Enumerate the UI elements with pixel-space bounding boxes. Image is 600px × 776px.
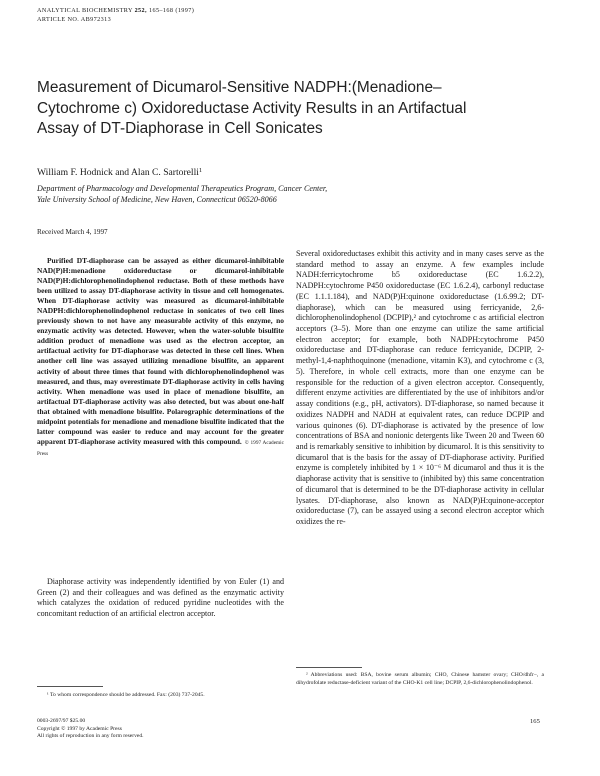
footnote-rule-right: [296, 667, 362, 668]
affiliation: [37, 183, 557, 205]
imprint-rights: All rights of reproduction in any form reserved.: [37, 733, 144, 740]
journal-pages-year: 165–168 (1997): [148, 7, 195, 14]
abstract: [37, 256, 284, 459]
journal-citation: [37, 6, 194, 15]
abstract-text: Purified DT-diaphorase can be assayed as either dicumarol-inhibitable NAD(P)H:menadione oxidoreductase or dicumarol-inhibitable NAD(P)H:dichlorophenolindophenol reductase. Both of these methods have been utilized to assay DT-diaphorase activity in tissue and cell homogenates. When DT-diaphorase activity was measured as dicumarol-inhibitable NADPH:dichlorophenolindophenol reductase in sonicates of two cell lines previously shown to not have any measurable activity of this enzyme, no enzymatic activity was detected. However, when the water-soluble bisulfite addition product of menadione was used as the electron acceptor, an artifactual activity for DT-diaphorase was detected in these cell lines. When another cell line was assayed utilizing menadione bisulfite, an apparent activity of about three times that found with dichlorophenolindophenol was measured, and thus, may overestimate DT-diaphorase activity in cells having activity. When menadione was used in place of menadione bisulfite, an artifactual DT-diaphorase activity was also detected, but was about one-half that obtained with menadione bisulfite. Polarographic determinations of the midpoint potentials for menadione and menadione bisulfite indicated that the latter compound was easier to reduce and may account for the greater apparent DT-diaphorase activity measured with this compound.: [37, 256, 284, 446]
author-line: [37, 167, 202, 178]
intro-paragraph: Diaphorase activity was independently identified by von Euler (1) and Green (2) and their colleagues and was defined as the enzymatic activity which catalyzes the oxidation of reduced pyridine nucleotides with the concomitant reduction of an artificial electron acceptor.: [37, 577, 284, 619]
footnote-correspondence: ¹ To whom correspondence should be addressed. Fax: (203) 737-2045.: [47, 692, 205, 698]
author-footnote-mark: 1: [198, 167, 203, 174]
imprint-copyright: Copyright © 1997 by Academic Press: [37, 725, 122, 732]
author-names: William F. Hodnick and Alan C. Sartorelli: [37, 167, 199, 178]
journal-volume: 252,: [134, 7, 147, 14]
footnote-rule-left: [37, 686, 103, 687]
footnote-abbreviations: ² Abbreviations used: BSA, bovine serum albumin; CHO, Chinese hamster ovary; CHO/dhfr−, a dihydrofolate reductase-deficient variant of the CHO-K1 cell line; DCPIP, 2,6-dichlorophenolindophenol.: [296, 672, 544, 687]
imprint: [37, 718, 144, 741]
article-number: ARTICLE NO. AB972313: [37, 16, 112, 23]
body-paragraph-right: Several oxidoreductases exhibit this activity and in many cases serve as the standard method to assay an enzyme. A few examples include NADH:ferricytochrome b5 oxidoreductase (EC 1.6.2.2), NADPH:cytochrome P450 oxidoreductase (EC 1.6.2.4), carbonyl reductase (EC 1.1.1.184), and NAD(P)H:quinone oxidoreductase (1.6.99.2; DT-diaphorase), which can be measured using ferricyanide, 2,6-dichlorophenolindophenol (DCPIP),² and cytochrome c as artificial electron acceptors (3–5). More than one enzyme can utilize the same artificial electron acceptor; for example, both NADPH:cytochrome P450 oxidoreductase and DT-diaphorase can reduce ferricyanide, DCPIP, 2-methyl-1,4-naphthoquinone (menadione, vitamin K3), and cytochrome c (3, 5). Therefore, in whole cell extracts, more than one enzyme can be responsible for the reduction of a given electron acceptor. Consequently, different enzyme activities are differentiated by the use of inhibitors and/or assay conditions (e.g., pH, activators). DT-diaphorase, so named because it oxidizes NADPH and NADH at equivalent rates, can reduce DCPIP and various quinones (6). DT-diaphorase is activated by the presence of low concentrations of BSA and nonionic detergents like Tween 20 and Tween 60 and is remarkably sensitive to inhibition by dicumarol. It is this sensitivity to dicumarol that is the basis for the assay of DT-diaphorase activity. Purified enzyme is completely inhibited by 1 × 10⁻⁶ M dicumarol and thus it is the diaphorase activity that is sensitive to (inhibited by) this same concentration of dicumarol that is determined to be the DT-diaphorase activity in cellular lysates. DT-diaphorase, also known as NAD(P)H:quinone-acceptor oxidoreductase (7), can be assayed using a second electron acceptor which oxidizes the re-: [296, 249, 544, 526]
affiliation-line-1: Department of Pharmacology and Developmental Therapeutics Program, Cancer Center,: [37, 184, 328, 193]
received-date: Received March 4, 1997: [37, 228, 108, 236]
paper-title: Measurement of Dicumarol-Sensitive NADPH:(Menadione–Cytochrome c) Oxidoreductase Activity Results in an Artifactual Assay of DT-Diaphorase in Cell Sonicates: [37, 79, 467, 138]
journal-header: [37, 6, 194, 24]
affiliation-line-2: Yale University School of Medicine, New Haven, Connecticut 06520-8066: [37, 195, 277, 205]
imprint-price: 0003-2697/97 $25.00: [37, 718, 86, 724]
journal-name: ANALYTICAL BIOCHEMISTRY: [37, 7, 133, 14]
abstract-copyright: © 1997 Academic Press: [37, 439, 284, 457]
page-number: 165: [530, 718, 540, 725]
